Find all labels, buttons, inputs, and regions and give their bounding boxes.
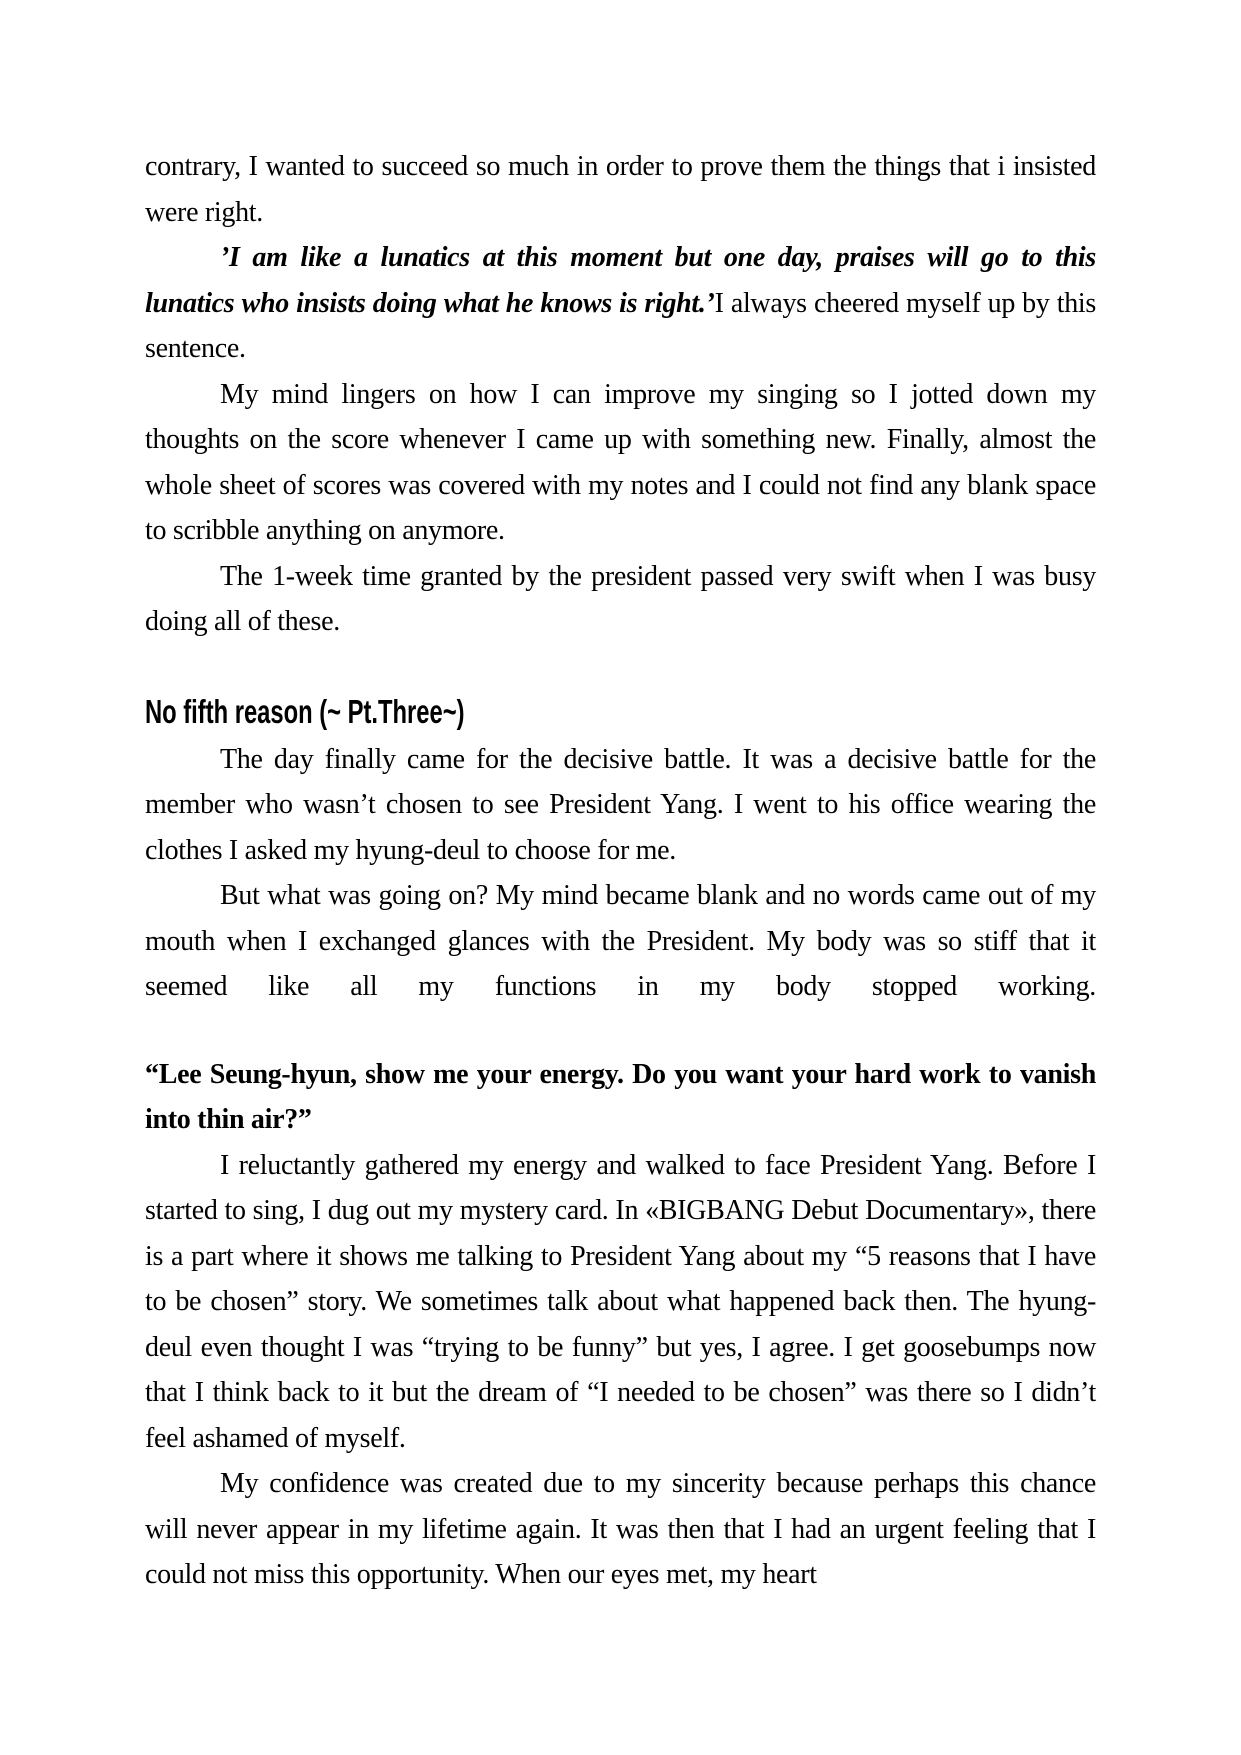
- blank-line: [145, 1010, 1096, 1052]
- paragraph: [145, 1143, 1096, 1462]
- blank-line: [145, 645, 1096, 687]
- page-content: [145, 144, 1096, 1598]
- text-segment-regular: The day finally came for the decisive battle. It was a decisive battle for the member who wasn’t chosen to see President Yang. I went to his office wearing the clothes I asked my hyung-deul to choose for me.: [145, 743, 1096, 866]
- section-heading-text: No fifth reason (~ Pt.Three~): [145, 692, 465, 730]
- text-segment-regular: My mind lingers on how I can improve my singing so I jotted down my thoughts on the score whenever I came up with something new. Finally, almost the whole sheet of scores was covered with my notes and I could not find any blank space to scribble anything on anymore.: [145, 378, 1096, 546]
- paragraph: [145, 1461, 1096, 1598]
- paragraph: [145, 873, 1096, 1010]
- text-segment-regular: The 1-week time granted by the president passed very swift when I was busy doing all of these.: [145, 560, 1096, 637]
- paragraph: [145, 372, 1096, 554]
- text-segment-regular: I reluctantly gathered my energy and walked to face President Yang. Before I started to sing, I dug out my mystery card. In «BIGBANG Debut Documentary», there is a part where it shows me talking to President Yang about my “5 reasons that I have to be chosen” story. We sometimes talk about what happened back then. The hyung-deul even thought I was “trying to be funny” but yes, I agree. I get goosebumps now that I think back to it but the dream of “I needed to be chosen” was there so I didn’t feel ashamed of myself.: [145, 1149, 1096, 1454]
- paragraph: [145, 737, 1096, 874]
- paragraph: [145, 144, 1096, 235]
- paragraph: [145, 1052, 1096, 1143]
- text-segment-regular: contrary, I wanted to succeed so much in order to prove them the things that i insisted were right.: [145, 151, 1096, 228]
- text-segment-regular: I always cheered myself up by this sentence.: [145, 287, 1097, 364]
- section-heading: [145, 687, 1096, 737]
- text-segment-bold: “Lee Seung-hyun, show me your energy. Do you want your hard work to vanish into thin air?”: [145, 1058, 1096, 1135]
- text-segment-bold-italic: ’I am like a lunatics at this moment but one day, praises will go to this lunatics who insists doing what he knows is right.’: [145, 242, 1096, 319]
- paragraph: [145, 554, 1096, 645]
- text-segment-regular: But what was going on? My mind became blank and no words came out of my mouth when I exchanged glances with the President. My body was so stiff that it seemed like all my functions in my body stopped working.: [145, 880, 1096, 1002]
- text-segment-regular: My confidence was created due to my sincerity because perhaps this chance will never appear in my lifetime again. It was then that I had an urgent feeling that I could not miss this opportunity. When our eyes met, my heart: [145, 1468, 1096, 1590]
- paragraph: [145, 235, 1096, 372]
